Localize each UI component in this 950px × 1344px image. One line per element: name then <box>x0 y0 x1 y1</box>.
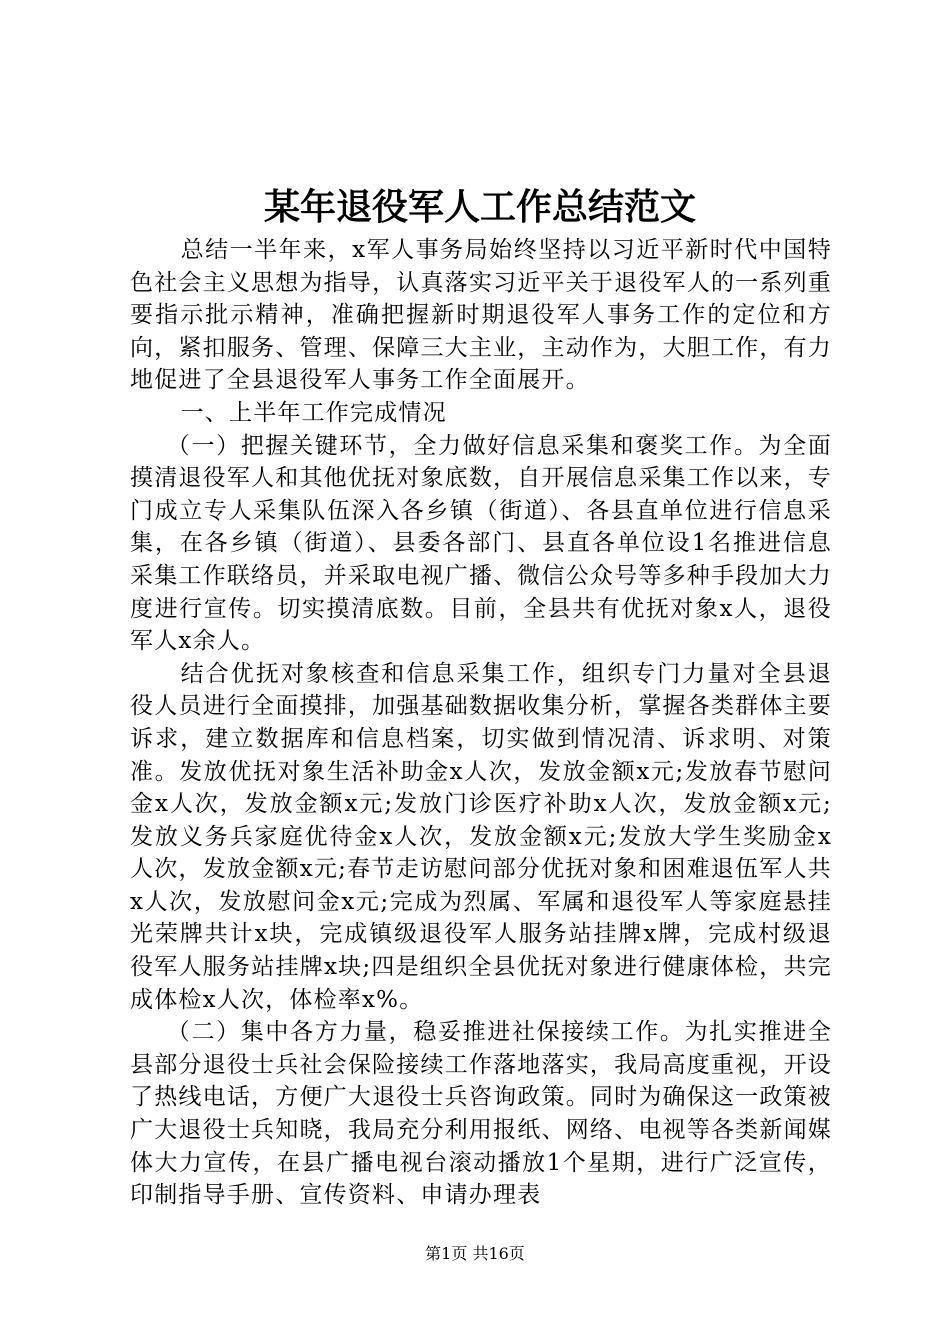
paragraph-intro: 总结一半年来，x军人事务局始终坚持以习近平新时代中国特色社会主义思想为指导，认真落实习近平关于退役军人的一系列重要指示批示精神，准确把握新时期退役军人事务工作的定位和方向，紧扣服务、管理、保障三大主业，主动作为，大胆工作，有力地促进了全县退役军人事务工作全面展开。 <box>130 237 832 394</box>
paragraph-details: 结合优抚对象核查和信息采集工作，组织专门力量对全县退役人员进行全面摸排，加强基础数据收集分析，掌握各类群体主要诉求，建立数据库和信息档案，切实做到情况清、诉求明、对策准。发放优抚对象生活补助金x人次，发放金额x元;发放春节慰问金x人次，发放金额x元;发放门诊医疗补助x人次，发放金额x元;发放义务兵家庭优待金x人次，发放金额x元;发放大学生奖励金x人次，发放金额x元;春节走访慰问部分优抚对象和困难退伍军人共x人次，发放慰问金x元;完成为烈属、军属和退役军人等家庭悬挂光荣牌共计x块，完成镇级退役军人服务站挂牌x牌，完成村级退役军人服务站挂牌x块;四是组织全县优抚对象进行健康体检，共完成体检x人次，体检率x%。 <box>130 660 832 1013</box>
document-title: 某年退役军人工作总结范文 <box>263 186 696 228</box>
document-body <box>130 234 832 1212</box>
section-heading: 一、上半年工作完成情况 <box>180 399 447 426</box>
page-number-footer: 第1页 共16页 <box>425 1244 525 1263</box>
paragraph-item-2: （二）集中各方力量，稳妥推进社保接续工作。为扎实推进全县部分退役士兵社会保险接续工作落地落实，我局高度重视，开设了热线电话，方便广大退役士兵咨询政策。同时为确保这一政策被广大退役士兵知晓，我局充分利用报纸、网络、电视等各类新闻媒体大力宣传，在县广播电视台滚动播放1个星期，进行广泛宣传，印制指导手册、宣传资料、申请办理表 <box>130 1019 832 1209</box>
paragraph-item-1: （一）把握关键环节，全力做好信息采集和褒奖工作。为全面摸清退役军人和其他优抚对象底数，自开展信息采集工作以来，专门成立专人采集队伍深入各乡镇（街道）、各县直单位进行信息采集，在各乡镇（街道）、县委各部门、县直各单位设1名推进信息采集工作联络员，并采取电视广播、微信公众号等多种手段加大力度进行宣传。切实摸清底数。目前，全县共有优抚对象x人，退役军人x余人。 <box>130 432 832 655</box>
